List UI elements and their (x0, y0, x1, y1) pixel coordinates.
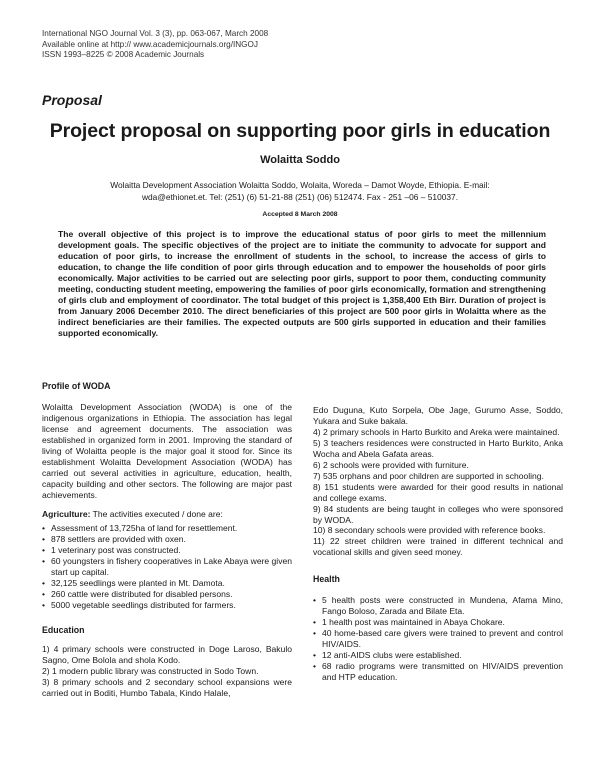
left-column (42, 381, 292, 699)
list-item: 5) 3 teachers residences were constructed in Harto Burkito, Anka Wocha and Abela Gafata areas. (313, 437, 563, 459)
author-name: Wolaitta Soddo (260, 154, 340, 166)
list-item: • 5000 vegetable seedlings distributed for farmers. (42, 600, 292, 611)
paper-title: Project proposal on supporting poor girls in education (49, 120, 551, 142)
list-item: • 260 cattle were distributed for disabled persons. (42, 589, 292, 600)
list-item: 2) 1 modern public library was constructed in Sodo Town. (42, 665, 259, 676)
health-list (313, 595, 563, 683)
list-item: • 5 health posts were constructed in Mundena, Afama Mino, Fango Boloso, Zarada and Bilate Eta. (313, 595, 563, 617)
list-item: 4) 2 primary schools in Harto Burkito and Areka were maintained. (313, 426, 560, 437)
profile-paragraph: Wolaitta Development Association (WODA) is one of the indigenous organizations in Ethiopia. The association has legal license and agreement documents. The association was established in organized form in 2001. Improving the standard of living of Wolaitta people is the major goal it stood for. Since its establishment Wolaitta Development Association (WODA) has carried out several activities in agriculture, education, health, capacity building and other sectors. The following are major past achievements. (42, 401, 292, 500)
list-item: 10) 8 secondary schools were provided with reference books. (313, 525, 546, 536)
list-item: 9) 84 students are being taught in colleges who were sponsored by WODA. (313, 503, 563, 525)
list-item: • 1 veterinary post was constructed. (42, 545, 292, 556)
right-column (313, 405, 563, 683)
list-item: 1) 4 primary schools were constructed in Doge Laroso, Bakulo Sagno, Ome Bolola and shola Kodo. (42, 644, 292, 666)
list-item: • 40 home-based care givers were trained to prevent and control HIV/AIDS. (313, 628, 563, 650)
online-availability: Available online at http:// www.academicjournals.org/INGOJ (42, 39, 259, 49)
accepted-date: Accepted 8 March 2008 (262, 211, 338, 218)
article-type-label: Proposal (42, 92, 102, 108)
education-heading: Education (42, 625, 85, 636)
agriculture-intro-line (42, 509, 292, 520)
list-item: • Assessment of 13,725ha of land for resettlement. (42, 523, 292, 534)
list-item: Edo Duguna, Kuto Sorpela, Obe Jage, Gurumo Asse, Soddo, Yukara and Suke bakala. (313, 405, 563, 426)
abstract: The overall objective of this project is to improve the educational status of poor girls to meet the millennium development goals. The specific objectives of the project are to initiate the community to advocate for support and education of poor girls, to increase the enrollment of students in the school, to increase the access of girls to education, to change the life condition of poor girls through education and to empower the households of poor girls economically. Major activities to be carried out are selecting poor girls, support to poor them, conducting community meeting, conducting student meeting, empowering the families of poor girls economically, formation and strengthening of girls club and employment of coordinator. The total budget of this project is 1,358,400 Eth Birr. Duration of project is from January 2006 December 2010. The direct beneficiaries of this project are 500 poor girls in Wolaitta where as the indirect beneficiaries are their families. The expected outputs are 500 girls supported in education and their families supported economically. (58, 229, 546, 338)
list-item: 3) 8 primary schools and 2 secondary school expansions were carried out in Boditi, Humbo Tabala, Kindo Halale, (42, 676, 292, 698)
list-item: • 12 anti-AIDS clubs were established. (313, 650, 563, 661)
list-item: 6) 2 schools were provided with furniture. (313, 459, 469, 470)
agriculture-label: Agriculture: (42, 508, 91, 519)
journal-header (42, 29, 268, 61)
list-item: 8) 151 students were awarded for their good results in national and college exams. (313, 481, 563, 503)
author-affiliation: Wolaitta Development Association Wolaitta Soddo, Wolaita, Woreda – Damot Woyde, Ethiopia. E-mail: wda@ethionet.et. Tel: (251) (6) 51-21-88 (251) (06) 512474. Fax - 251 –06 – 510037. (110, 180, 490, 202)
agriculture-intro: The activities executed / done are: (90, 508, 223, 519)
list-item: • 1 health post was maintained in Abaya Chokare. (313, 617, 563, 628)
journal-citation: International NGO Journal Vol. 3 (3), pp. 063-067, March 2008 (42, 29, 269, 38)
profile-heading: Profile of WODA (42, 381, 111, 391)
list-item: • 878 settlers are provided with oxen. (42, 534, 292, 545)
list-item: • 60 youngsters in fishery cooperatives in Lake Abaya were given start up capital. (42, 556, 292, 578)
list-item: 11) 22 street children were trained in different technical and vocational skills and given seed money. (313, 536, 563, 558)
issn-copyright: ISSN 1993–8225 © 2008 Academic Journals (42, 50, 205, 59)
list-item: • 68 radio programs were transmitted on HIV/AIDS prevention and HTP education. (313, 661, 563, 683)
list-item: 7) 535 orphans and poor children are supported in schooling. (313, 470, 544, 481)
list-item: • 32,125 seedlings were planted in Mt. Damota. (42, 578, 292, 589)
agriculture-list (42, 523, 292, 611)
health-heading: Health (313, 574, 340, 585)
